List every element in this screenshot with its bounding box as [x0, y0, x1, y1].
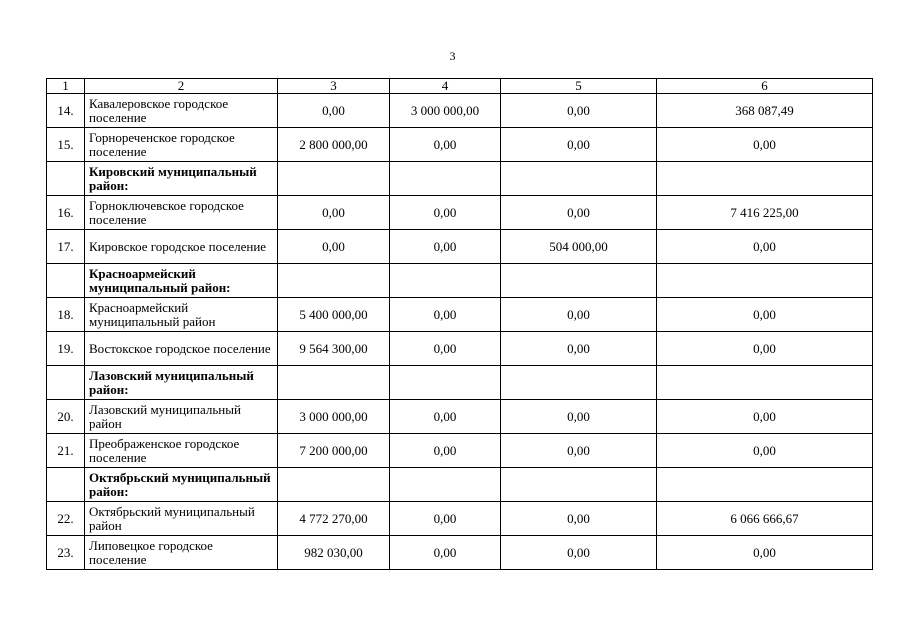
- value-col-3: 7 200 000,00: [278, 434, 390, 468]
- value-cell: [501, 366, 657, 400]
- value-cell: [657, 468, 873, 502]
- column-header: 5: [501, 79, 657, 94]
- page-number: 3: [449, 49, 456, 63]
- row-number: [47, 366, 85, 400]
- row-number: 22.: [47, 502, 85, 536]
- row-number: 16.: [47, 196, 85, 230]
- section-row: [47, 366, 873, 400]
- value-cell: [657, 366, 873, 400]
- value-col-6: 0,00: [657, 400, 873, 434]
- value-col-4: 0,00: [390, 536, 501, 570]
- row-number: [47, 468, 85, 502]
- column-header: 6: [657, 79, 873, 94]
- column-header: 3: [278, 79, 390, 94]
- section-row: [47, 264, 873, 298]
- table-row: [47, 502, 873, 536]
- value-cell: [390, 366, 501, 400]
- value-col-3: 0,00: [278, 196, 390, 230]
- section-heading: Лазовский муниципальный район:: [85, 366, 278, 400]
- value-col-3: 982 030,00: [278, 536, 390, 570]
- value-col-6: 0,00: [657, 128, 873, 162]
- value-col-3: 9 564 300,00: [278, 332, 390, 366]
- value-col-4: 0,00: [390, 230, 501, 264]
- municipality-name: Кировское городское поселение: [85, 230, 278, 264]
- row-number: 21.: [47, 434, 85, 468]
- municipality-name: Горнореченское городское поселение: [85, 128, 278, 162]
- value-cell: [657, 162, 873, 196]
- value-col-4: 0,00: [390, 196, 501, 230]
- row-number: 17.: [47, 230, 85, 264]
- value-col-5: 0,00: [501, 502, 657, 536]
- value-cell: [278, 366, 390, 400]
- value-col-5: 0,00: [501, 332, 657, 366]
- value-col-6: 0,00: [657, 434, 873, 468]
- value-col-5: 0,00: [501, 434, 657, 468]
- table-row: [47, 230, 873, 264]
- column-header: 1: [47, 79, 85, 94]
- value-col-4: 3 000 000,00: [390, 94, 501, 128]
- row-number: 23.: [47, 536, 85, 570]
- municipality-name: Востокское городское поселение: [85, 332, 278, 366]
- value-col-4: 0,00: [390, 400, 501, 434]
- table-row: [47, 128, 873, 162]
- value-col-6: 0,00: [657, 332, 873, 366]
- value-col-5: 0,00: [501, 536, 657, 570]
- value-col-5: 0,00: [501, 400, 657, 434]
- row-number: [47, 264, 85, 298]
- value-col-5: 0,00: [501, 196, 657, 230]
- table-row: [47, 400, 873, 434]
- table-row: [47, 332, 873, 366]
- value-col-4: 0,00: [390, 128, 501, 162]
- value-col-4: 0,00: [390, 434, 501, 468]
- row-number: 18.: [47, 298, 85, 332]
- value-cell: [278, 264, 390, 298]
- row-number: [47, 162, 85, 196]
- value-cell: [501, 468, 657, 502]
- municipality-name: Октябрьский муниципальный район: [85, 502, 278, 536]
- value-col-6: 6 066 666,67: [657, 502, 873, 536]
- value-col-6: 0,00: [657, 536, 873, 570]
- section-heading: Октябрьский муниципальный район:: [85, 468, 278, 502]
- value-cell: [278, 162, 390, 196]
- value-col-3: 3 000 000,00: [278, 400, 390, 434]
- value-col-6: 368 087,49: [657, 94, 873, 128]
- table-row: [47, 94, 873, 128]
- value-col-3: 5 400 000,00: [278, 298, 390, 332]
- value-cell: [390, 162, 501, 196]
- table-body: [47, 79, 873, 570]
- section-row: [47, 468, 873, 502]
- municipality-name: Красноармейский муниципальный район: [85, 298, 278, 332]
- value-cell: [390, 468, 501, 502]
- row-number: 20.: [47, 400, 85, 434]
- table-row: [47, 536, 873, 570]
- column-header-row: [47, 79, 873, 94]
- value-col-5: 0,00: [501, 94, 657, 128]
- row-number: 19.: [47, 332, 85, 366]
- section-heading: Кировский муниципальный район:: [85, 162, 278, 196]
- value-col-6: 0,00: [657, 230, 873, 264]
- table-row: [47, 298, 873, 332]
- municipality-name: Горноключевское городское поселение: [85, 196, 278, 230]
- value-cell: [278, 468, 390, 502]
- value-cell: [501, 264, 657, 298]
- municipality-name: Липовецкое городское поселение: [85, 536, 278, 570]
- data-table: [46, 78, 873, 570]
- municipality-name: Преображенское городское поселение: [85, 434, 278, 468]
- value-cell: [657, 264, 873, 298]
- value-col-4: 0,00: [390, 502, 501, 536]
- value-col-5: 0,00: [501, 298, 657, 332]
- row-number: 14.: [47, 94, 85, 128]
- value-col-3: 0,00: [278, 230, 390, 264]
- value-col-4: 0,00: [390, 298, 501, 332]
- value-col-5: 0,00: [501, 128, 657, 162]
- table-row: [47, 434, 873, 468]
- column-header: 2: [85, 79, 278, 94]
- row-number: 15.: [47, 128, 85, 162]
- value-col-3: 0,00: [278, 94, 390, 128]
- value-cell: [501, 162, 657, 196]
- value-col-6: 7 416 225,00: [657, 196, 873, 230]
- value-col-6: 0,00: [657, 298, 873, 332]
- value-col-3: 2 800 000,00: [278, 128, 390, 162]
- municipality-name: Кавалеровское городское поселение: [85, 94, 278, 128]
- value-col-5: 504 000,00: [501, 230, 657, 264]
- value-col-4: 0,00: [390, 332, 501, 366]
- value-cell: [390, 264, 501, 298]
- column-header: 4: [390, 79, 501, 94]
- table-row: [47, 196, 873, 230]
- section-row: [47, 162, 873, 196]
- municipality-name: Лазовский муниципальный район: [85, 400, 278, 434]
- section-heading: Красноармейский муниципальный район:: [85, 264, 278, 298]
- value-col-3: 4 772 270,00: [278, 502, 390, 536]
